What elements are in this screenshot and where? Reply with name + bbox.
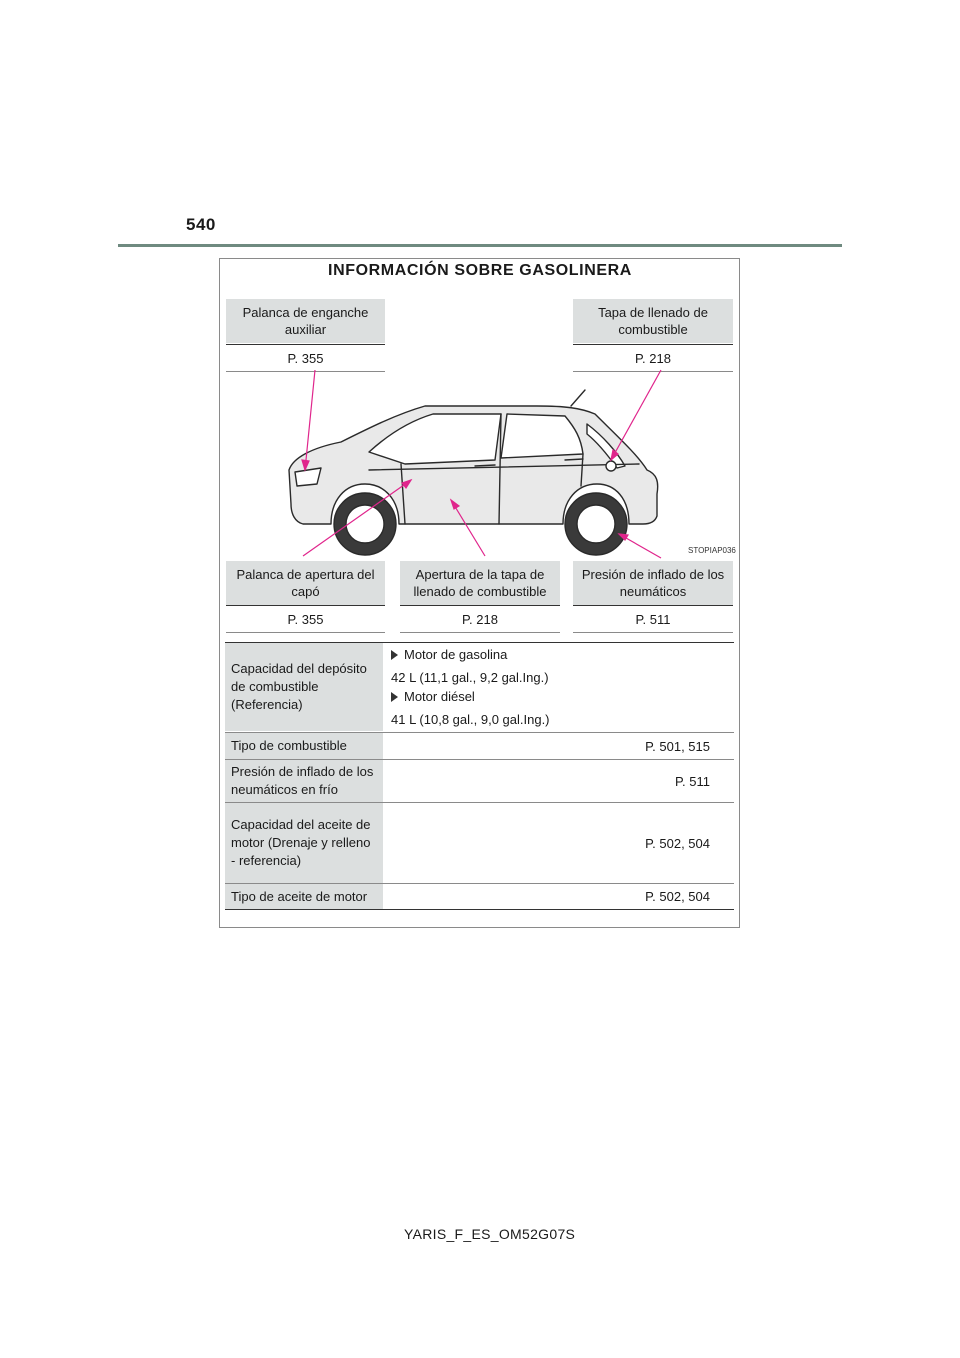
spec-petrol-heading: Motor de gasolina: [404, 647, 508, 662]
spec-petrol-heading-row: [391, 647, 507, 662]
spec-diesel-heading: Motor diésel: [404, 689, 475, 704]
header-rule: [118, 244, 842, 247]
spec-tank-label: Capacidad del depósito de combustible (Referencia): [225, 643, 383, 731]
spec-cold-pressure-ref: P. 511: [675, 774, 710, 789]
table-divider: [225, 909, 734, 910]
divider: [226, 632, 385, 633]
divider: [226, 605, 385, 606]
callout-aux-latch-ref: P. 355: [287, 351, 324, 366]
callout-fuel-door-opener-ref: P. 218: [462, 612, 498, 627]
divider: [400, 632, 560, 633]
callout-hood-lever-label: Palanca de apertura del capó: [226, 561, 385, 605]
spec-diesel-value: 41 L (10,8 gal., 9,0 gal.Ing.): [391, 712, 550, 727]
callout-tire-pressure-label: Presión de inflado de los neumáticos: [573, 561, 733, 605]
spec-oil-capacity-label: Capacidad del aceite de motor (Drenaje y relleno - referencia): [225, 803, 383, 883]
image-code: STOPIAP036: [688, 546, 736, 555]
spec-oil-capacity-ref: P. 502, 504: [645, 836, 710, 851]
bullet-arrow-icon: [391, 650, 398, 660]
spec-diesel-heading-row: [391, 689, 475, 704]
divider: [400, 605, 560, 606]
bullet-arrow-icon: [391, 692, 398, 702]
spec-fuel-type-ref: P. 501, 515: [645, 739, 710, 754]
callout-aux-latch-label: Palanca de enganche auxiliar: [226, 299, 385, 343]
divider: [573, 605, 733, 606]
spec-petrol-value: 42 L (11,1 gal., 9,2 gal.Ing.): [391, 670, 549, 685]
spec-oil-type-label: Tipo de aceite de motor: [225, 884, 383, 909]
spec-cold-pressure-label: Presión de inflado de los neumáticos en frío: [225, 760, 383, 802]
spec-fuel-type-label: Tipo de combustible: [225, 733, 383, 759]
callout-fuel-cap-ref: P. 218: [635, 351, 671, 366]
footer-code: YARIS_F_ES_OM52G07S: [404, 1226, 576, 1242]
divider: [573, 632, 733, 633]
callout-fuel-door-opener-label: Apertura de la tapa de llenado de combustible: [400, 561, 560, 605]
spec-oil-type-ref: P. 502, 504: [645, 889, 710, 904]
callout-tire-pressure-ref: P. 511: [635, 612, 671, 627]
callout-hood-lever-ref: P. 355: [287, 612, 324, 627]
callout-fuel-cap-label: Tapa de llenado de combustible: [573, 299, 733, 343]
page-number: 540: [186, 215, 216, 234]
box-title: INFORMACIÓN SOBRE GASOLINERA: [328, 262, 632, 279]
